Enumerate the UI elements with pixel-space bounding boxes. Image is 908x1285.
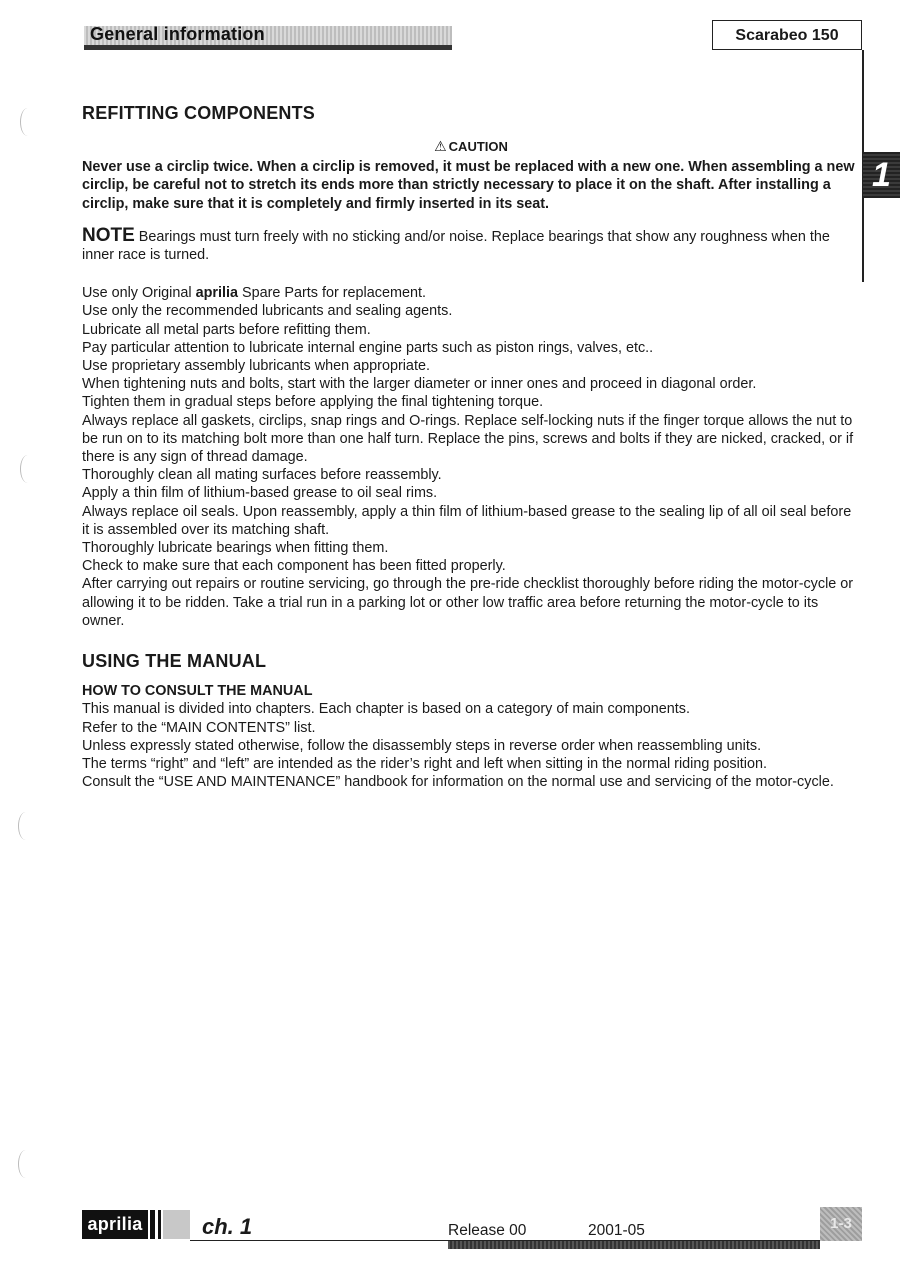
chapter-tab: 1 [863,152,900,198]
note-text: Bearings must turn freely with no sticking and/or noise. Replace bearings that show any roughness when the inner race is turned. [82,228,830,264]
instruction-line: Apply a thin film of lithium-based grease to oil seal rims. [82,485,438,502]
page-content [82,104,860,792]
instruction-text: Spare Parts for replacement. [237,285,426,302]
instruction-line: Thoroughly lubricate bearings when fitting them. [82,540,389,557]
caution-label: CAUTION [448,139,508,155]
instruction-line: Thoroughly clean all mating surfaces before reassembly. [82,467,442,484]
manual-heading: USING THE MANUAL [82,651,267,672]
instruction-line: When tightening nuts and bolts, start with the larger diameter or inner ones and proceed in diagonal order. [82,376,757,393]
manual-line: Refer to the “MAIN CONTENTS” list. [82,719,316,736]
release-label: Release 00 [448,1222,527,1239]
manual-line: Consult the “USE AND MAINTENANCE” handbook for information on the normal use and servicing of the motor-cycle. [82,774,834,791]
manual-line: This manual is divided into chapters. Each chapter is based on a category of main components. [82,701,690,718]
instruction-line: Always replace oil seals. Upon reassembly, apply a thin film of lithium-based grease to the sealing lip of all oil seal before it is assembled over its matching shaft. [82,503,852,538]
refitting-heading: REFITTING COMPONENTS [82,103,315,123]
caution-header [82,137,860,155]
instruction-line: Use only the recommended lubricants and sealing agents. [82,303,453,320]
instruction-line: Check to make sure that each component has been fitted properly. [82,558,506,575]
instruction-line: After carrying out repairs or routine servicing, go through the pre-ride checklist thoroughly before riding the motor-cycle or allowing it to be ridden. Take a trial run in a parking lot or other low traffic area before returning the motor-cycle to its owner. [82,576,854,629]
note-label: NOTE [82,224,135,246]
manual-line: Unless expressly stated otherwise, follow the disassembly steps in reverse order when reassembling units. [82,737,762,754]
aprilia-logo: aprilia [82,1210,148,1239]
instruction-text: Use only Original [82,285,196,302]
brand-name: aprilia [195,285,238,302]
chapter-label: ch. 1 [202,1214,253,1239]
instruction-line [82,284,860,302]
instruction-line: Always replace all gaskets, circlips, snap rings and O-rings. Replace self-locking nuts if the finger torque allows the nut to be run on to its matching bolt more than one half turn. Replace the pins, screws and bolts if they are nicked, cracked, or if there is any sign of thread damage. [82,412,854,466]
page-number: 1-3 [820,1207,862,1241]
model-name: Scarabeo 150 [735,27,839,44]
scan-mark [18,812,33,840]
footer-band [448,1241,820,1249]
instruction-line: Use proprietary assembly lubricants when appropriate. [82,358,430,375]
note-block [82,224,860,264]
caution-text: Never use a circlip twice. When a circlip is removed, it must be replaced with a new one. When assembling a new circlip, be careful not to stretch its ends more than strictly necessary to place it on the shaft. After installing a circlip, make sure that it is completely and firmly inserted in its seat. [82,159,855,212]
warning-triangle-icon: ⚠ [434,138,447,155]
scan-mark [20,455,35,483]
scan-mark [18,1150,33,1178]
refitting-instructions [82,284,860,630]
logo-stripes [150,1210,190,1239]
instruction-line: Lubricate all metal parts before refitting them. [82,321,371,338]
manual-line: The terms “right” and “left” are intended as the rider’s right and left when sitting in the normal riding position. [82,756,767,773]
release-date: 2001-05 [588,1222,645,1239]
instruction-line: Pay particular attention to lubricate internal engine parts such as piston rings, valves, etc.. [82,339,654,356]
scan-mark [20,108,35,136]
manual-instructions [82,700,860,791]
manual-subheading: HOW TO CONSULT THE MANUAL [82,683,313,700]
instruction-line: Tighten them in gradual steps before applying the final tightening torque. [82,394,544,411]
section-title: General information [90,24,265,44]
